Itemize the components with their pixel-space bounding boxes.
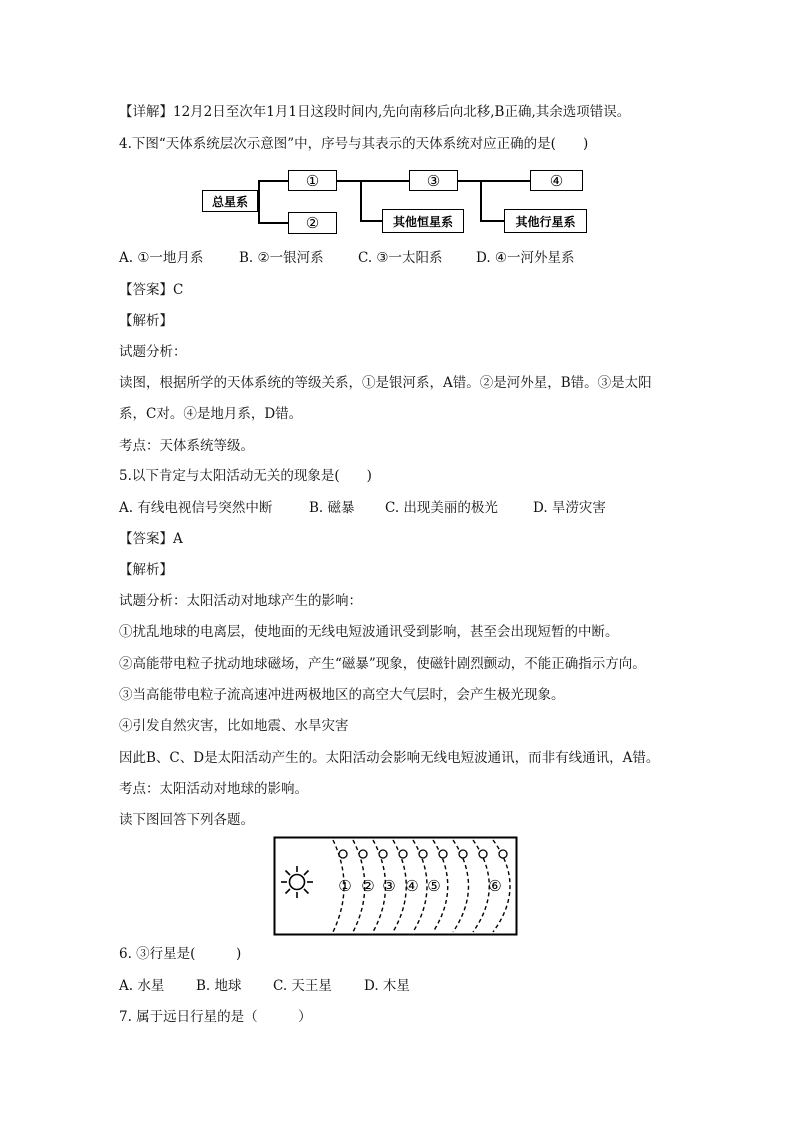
box-1: ① [288,170,337,191]
question-4-options [119,249,575,267]
planet-marker [479,850,487,858]
option-a: A. 水星 [119,978,165,994]
analysis-label-4: 试题分析： [119,344,187,360]
analysis-intro-5: 试题分析：太阳活动对地球产生的影响： [119,593,362,609]
effect-2: ②高能带电粒子扰动地球磁场，产生“磁暴”现象，使磁针剧烈颤动，不能正确指示方向。 [119,656,646,672]
question-5-options [119,499,606,517]
planet-marker [439,850,447,858]
read-instruction: 读下图回答下列各题。 [119,812,254,828]
effect-4: ④引发自然灾害，比如地震、水旱灾害 [119,718,349,734]
option-c: C. 天王星 [273,978,332,994]
planet-label: ⑥ [488,877,502,895]
option-b: B. 磁暴 [309,500,355,516]
answer-5: 【答案】A [119,531,183,547]
box-other-planets: 其他行星系 [504,209,587,233]
option-d: D. ④一河外星系 [476,250,575,266]
planet-label: ① [338,877,352,895]
planet-label: ⑤ [427,877,441,895]
planet-marker [459,850,467,858]
question-5: 5.以下肯定与太阳活动无关的现象是( ) [119,468,372,484]
analysis-text-4b: 系，C对。④是地月系，D错。 [119,406,303,422]
option-d: D. 木星 [364,978,410,994]
option-a: A. ①一地月系 [119,250,204,266]
box-4: ④ [530,170,583,191]
option-b: B. ②一银河系 [239,250,324,266]
knowledge-point-5: 考点：太阳活动对地球的影响。 [119,781,308,797]
option-c: C. ③一太阳系 [358,250,443,266]
planet-label: ④ [405,877,419,895]
planet-marker [399,850,407,858]
effect-3: ③当高能带电粒子流高速冲进两极地区的高空大气层时，会产生极光现象。 [119,687,565,703]
analysis-text-4a: 读图，根据所学的天体系统的等级关系，①是银河系，A错。②是河外星，B错。③是太阳 [119,375,652,391]
planet-marker [359,850,367,858]
effect-1: ①扰乱地球的电离层，使地面的无线电短波通讯受到影响，甚至会出现短暂的中断。 [119,624,619,640]
planet-label: ③ [382,877,396,895]
planet-label: ② [361,877,375,895]
conclusion-5: 因此B、C、D是太阳活动产生的。太阳活动会影响无线电短波通讯，而非有线通讯，A错。 [119,750,660,766]
analysis-heading-5: 【解析】 [119,562,173,578]
hierarchy-diagram [0,0,794,240]
option-d: D. 旱涝灾害 [533,500,606,516]
knowledge-point-4: 考点：天体系统等级。 [119,438,254,454]
planet-marker [339,850,347,858]
solar-system-diagram [273,836,519,936]
analysis-heading-4: 【解析】 [119,313,173,329]
answer-4: 【答案】C [119,282,184,298]
question-4: 4.下图“天体系统层次示意图”中，序号与其表示的天体系统对应正确的是( ) [119,136,589,152]
planet-marker [499,850,507,858]
box-total-galaxy: 总星系 [202,190,258,212]
box-other-stars: 其他恒星系 [382,209,464,233]
box-3: ③ [409,170,458,191]
question-6: 6. ③行星是( ) [119,946,242,962]
option-b: B. 地球 [196,978,242,994]
option-c: C. 出现美丽的极光 [385,500,498,516]
option-a: A. 有线电视信号突然中断 [119,500,273,516]
question-7: 7. 属于远日行星的是（ ） [119,1009,312,1025]
explanation-line: 【详解】12月2日至次年1月1日这段时间内,先向南移后向北移,B正确,其余选项错误。 [119,104,631,120]
question-6-options [119,977,410,995]
planet-marker [379,850,387,858]
planet-marker [419,850,427,858]
box-2: ② [288,212,337,234]
